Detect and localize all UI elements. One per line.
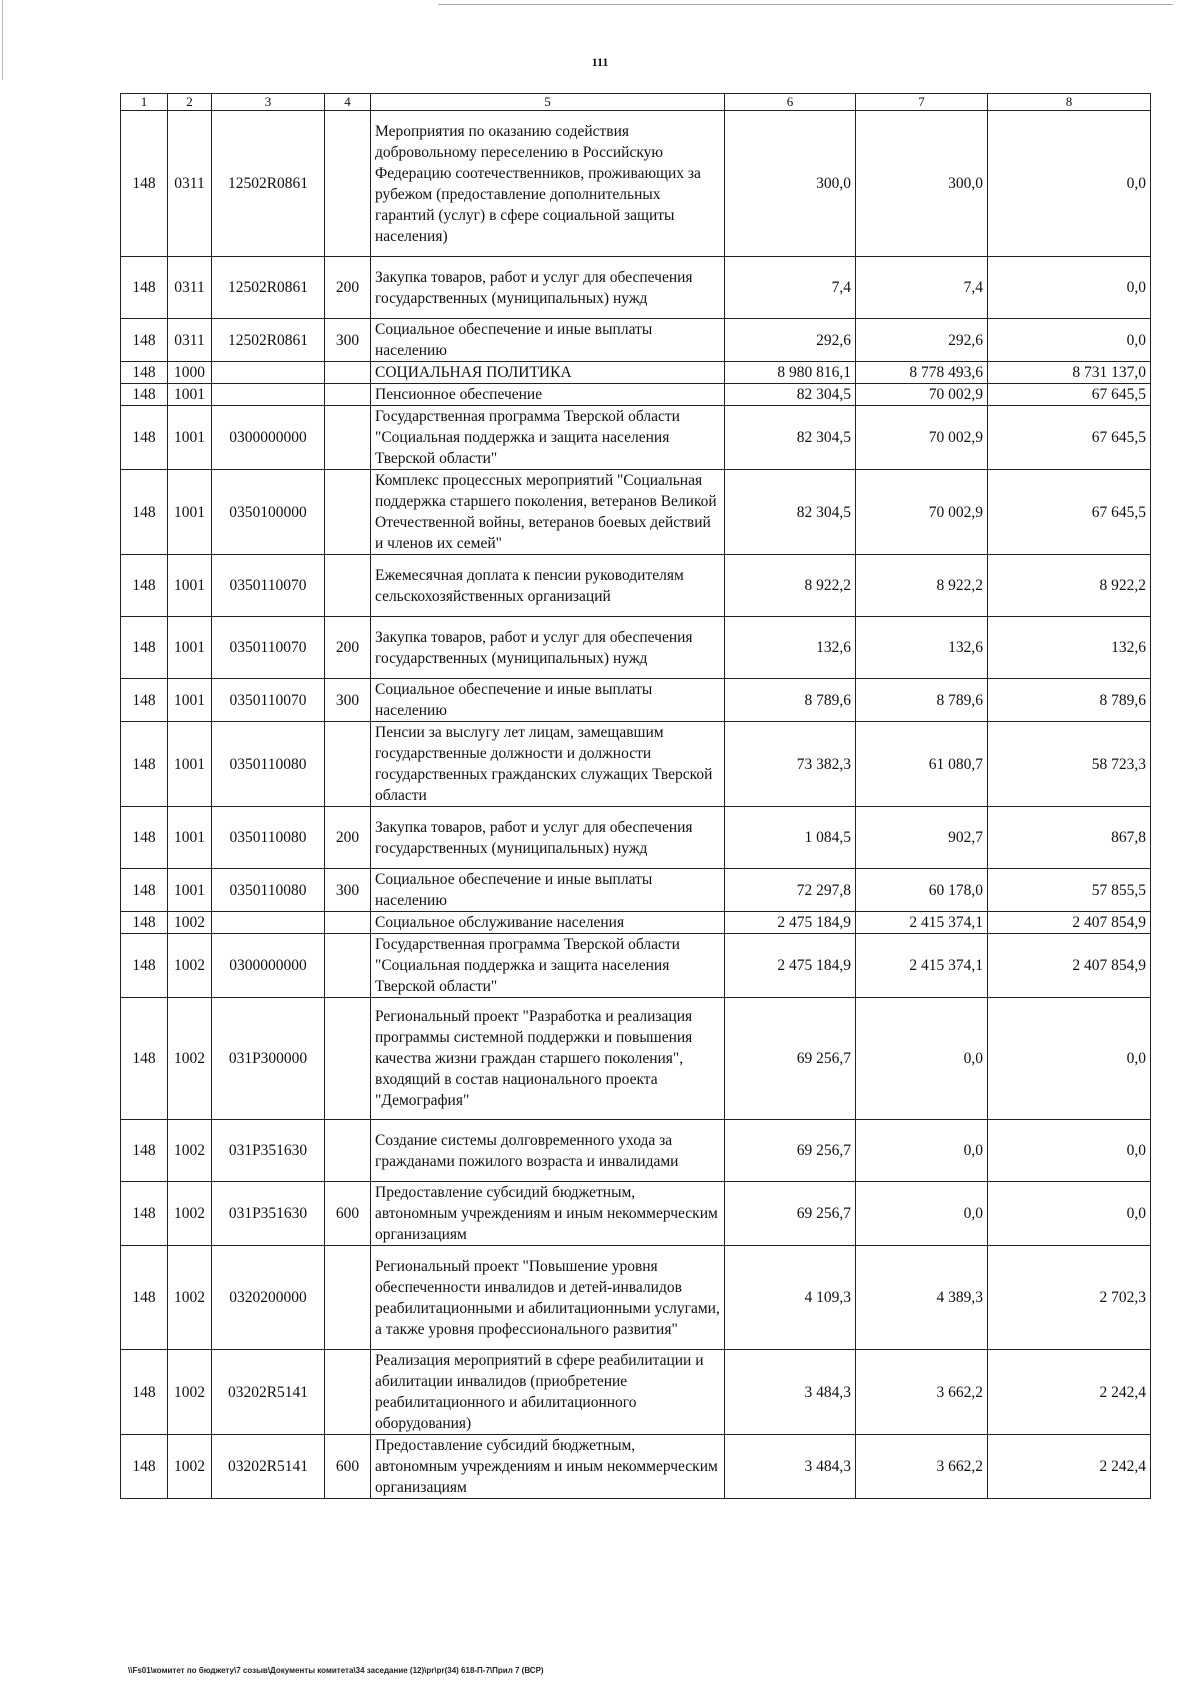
cell-amount-col8: 8 922,2 <box>988 555 1151 617</box>
cell-target-code: 0300000000 <box>212 406 325 470</box>
cell-expense-type: 200 <box>325 617 371 679</box>
cell-section-code: 1001 <box>168 722 212 807</box>
cell-description: Пенсионное обеспечение <box>371 384 725 406</box>
cell-section-code: 1002 <box>168 934 212 998</box>
cell-section-code: 1001 <box>168 807 212 869</box>
cell-expense-type <box>325 1246 371 1350</box>
page-number: 111 <box>591 55 609 69</box>
cell-expense-type <box>325 912 371 934</box>
cell-target-code: 031P300000 <box>212 998 325 1120</box>
cell-amount-col7: 132,6 <box>856 617 988 679</box>
cell-amount-col6: 4 109,3 <box>725 1246 856 1350</box>
cell-target-code: 0350110080 <box>212 869 325 912</box>
cell-section-code: 0311 <box>168 319 212 362</box>
cell-section-code: 1002 <box>168 1350 212 1435</box>
cell-description: Реализация мероприятий в сфере реабилитации и абилитации инвалидов (приобретение реабилитационного и абилитационного оборудования) <box>371 1350 725 1435</box>
cell-description: Закупка товаров, работ и услуг для обеспечения государственных (муниципальных) нужд <box>371 617 725 679</box>
cell-target-code: 0350110080 <box>212 807 325 869</box>
cell-ministry-code: 148 <box>121 912 168 934</box>
cell-expense-type <box>325 362 371 384</box>
cell-target-code <box>212 362 325 384</box>
cell-amount-col8: 0,0 <box>988 1182 1151 1246</box>
cell-amount-col6: 8 789,6 <box>725 679 856 722</box>
table-row <box>121 679 1151 722</box>
cell-amount-col6: 82 304,5 <box>725 470 856 555</box>
cell-description: Закупка товаров, работ и услуг для обеспечения государственных (муниципальных) нужд <box>371 257 725 319</box>
budget-table <box>120 93 1151 1499</box>
column-header: 6 <box>725 94 856 111</box>
column-header: 4 <box>325 94 371 111</box>
cell-amount-col6: 3 484,3 <box>725 1350 856 1435</box>
cell-section-code: 1002 <box>168 1182 212 1246</box>
cell-section-code: 0311 <box>168 111 212 257</box>
cell-amount-col8: 867,8 <box>988 807 1151 869</box>
cell-amount-col6: 1 084,5 <box>725 807 856 869</box>
cell-amount-col8: 0,0 <box>988 1120 1151 1182</box>
cell-description: Государственная программа Тверской области "Социальная поддержка и защита населения Тверской области" <box>371 934 725 998</box>
cell-ministry-code: 148 <box>121 555 168 617</box>
cell-expense-type <box>325 1350 371 1435</box>
cell-expense-type <box>325 934 371 998</box>
cell-amount-col6: 2 475 184,9 <box>725 934 856 998</box>
cell-expense-type <box>325 555 371 617</box>
cell-description: Региональный проект "Повышение уровня обеспеченности инвалидов и детей-инвалидов реабилитационными и абилитационными услугами, а также уровня профессионального развития" <box>371 1246 725 1350</box>
cell-amount-col7: 3 662,2 <box>856 1435 988 1499</box>
table-row <box>121 912 1151 934</box>
table-row <box>121 362 1151 384</box>
cell-expense-type: 600 <box>325 1182 371 1246</box>
cell-amount-col8: 2 702,3 <box>988 1246 1151 1350</box>
cell-target-code: 031P351630 <box>212 1120 325 1182</box>
cell-section-code: 1001 <box>168 470 212 555</box>
column-header: 7 <box>856 94 988 111</box>
cell-description: Предоставление субсидий бюджетным, автономным учреждениям и иным некоммерческим организациям <box>371 1182 725 1246</box>
cell-target-code: 0300000000 <box>212 934 325 998</box>
cell-target-code: 12502R0861 <box>212 257 325 319</box>
cell-section-code: 1002 <box>168 1120 212 1182</box>
cell-amount-col7: 292,6 <box>856 319 988 362</box>
cell-ministry-code: 148 <box>121 722 168 807</box>
cell-ministry-code: 148 <box>121 1246 168 1350</box>
cell-ministry-code: 148 <box>121 384 168 406</box>
cell-amount-col8: 67 645,5 <box>988 384 1151 406</box>
cell-expense-type: 300 <box>325 679 371 722</box>
cell-amount-col7: 8 778 493,6 <box>856 362 988 384</box>
cell-expense-type: 600 <box>325 1435 371 1499</box>
cell-section-code: 1000 <box>168 362 212 384</box>
cell-ministry-code: 148 <box>121 1350 168 1435</box>
cell-amount-col8: 67 645,5 <box>988 406 1151 470</box>
cell-section-code: 1002 <box>168 1246 212 1350</box>
column-header: 2 <box>168 94 212 111</box>
table-row <box>121 617 1151 679</box>
cell-amount-col8: 2 407 854,9 <box>988 912 1151 934</box>
cell-amount-col6: 82 304,5 <box>725 384 856 406</box>
cell-amount-col6: 69 256,7 <box>725 1120 856 1182</box>
cell-amount-col8: 2 242,4 <box>988 1435 1151 1499</box>
cell-amount-col6: 8 922,2 <box>725 555 856 617</box>
cell-amount-col8: 0,0 <box>988 111 1151 257</box>
cell-ministry-code: 148 <box>121 470 168 555</box>
cell-amount-col6: 69 256,7 <box>725 998 856 1120</box>
cell-target-code: 031P351630 <box>212 1182 325 1246</box>
cell-amount-col8: 67 645,5 <box>988 470 1151 555</box>
cell-amount-col6: 73 382,3 <box>725 722 856 807</box>
cell-ministry-code: 148 <box>121 617 168 679</box>
cell-ministry-code: 148 <box>121 869 168 912</box>
cell-ministry-code: 148 <box>121 406 168 470</box>
cell-ministry-code: 148 <box>121 807 168 869</box>
cell-expense-type: 200 <box>325 807 371 869</box>
table-row <box>121 470 1151 555</box>
cell-target-code: 03202R5141 <box>212 1435 325 1499</box>
table-row <box>121 1246 1151 1350</box>
cell-amount-col8: 8 731 137,0 <box>988 362 1151 384</box>
cell-description: Социальное обеспечение и иные выплаты населению <box>371 869 725 912</box>
cell-amount-col8: 57 855,5 <box>988 869 1151 912</box>
cell-amount-col7: 0,0 <box>856 1120 988 1182</box>
column-header: 3 <box>212 94 325 111</box>
cell-amount-col6: 69 256,7 <box>725 1182 856 1246</box>
cell-amount-col7: 2 415 374,1 <box>856 912 988 934</box>
cell-description: Закупка товаров, работ и услуг для обеспечения государственных (муниципальных) нужд <box>371 807 725 869</box>
cell-description: Социальное обслуживание населения <box>371 912 725 934</box>
cell-amount-col7: 902,7 <box>856 807 988 869</box>
table-row <box>121 319 1151 362</box>
cell-expense-type: 300 <box>325 869 371 912</box>
cell-section-code: 1002 <box>168 912 212 934</box>
cell-ministry-code: 148 <box>121 679 168 722</box>
cell-amount-col8: 2 242,4 <box>988 1350 1151 1435</box>
column-header: 1 <box>121 94 168 111</box>
cell-section-code: 1001 <box>168 406 212 470</box>
cell-amount-col8: 132,6 <box>988 617 1151 679</box>
cell-description: СОЦИАЛЬНАЯ ПОЛИТИКА <box>371 362 725 384</box>
cell-amount-col6: 300,0 <box>725 111 856 257</box>
cell-ministry-code: 148 <box>121 319 168 362</box>
cell-section-code: 1001 <box>168 384 212 406</box>
table-row <box>121 384 1151 406</box>
cell-description: Социальное обеспечение и иные выплаты населению <box>371 319 725 362</box>
cell-section-code: 0311 <box>168 257 212 319</box>
footer-file-path: \\Fs01\комитет по бюджету\7 созыв\Документы комитета\34 заседание (12)\pr\pr(34) 618-П-7\Прил 7 (ВСР) <box>128 1666 544 1675</box>
cell-description: Предоставление субсидий бюджетным, автономным учреждениям и иным некоммерческим организациям <box>371 1435 725 1499</box>
cell-target-code: 03202R5141 <box>212 1350 325 1435</box>
cell-target-code: 0350110080 <box>212 722 325 807</box>
cell-ministry-code: 148 <box>121 1435 168 1499</box>
table-row <box>121 1120 1151 1182</box>
table-row <box>121 111 1151 257</box>
cell-amount-col7: 0,0 <box>856 1182 988 1246</box>
table-row <box>121 1350 1151 1435</box>
cell-amount-col7: 0,0 <box>856 998 988 1120</box>
cell-amount-col8: 8 789,6 <box>988 679 1151 722</box>
cell-target-code: 12502R0861 <box>212 319 325 362</box>
cell-amount-col8: 0,0 <box>988 257 1151 319</box>
cell-section-code: 1002 <box>168 1435 212 1499</box>
cell-amount-col7: 2 415 374,1 <box>856 934 988 998</box>
cell-amount-col7: 61 080,7 <box>856 722 988 807</box>
column-header: 8 <box>988 94 1151 111</box>
cell-target-code <box>212 384 325 406</box>
cell-description: Социальное обеспечение и иные выплаты населению <box>371 679 725 722</box>
cell-amount-col6: 7,4 <box>725 257 856 319</box>
cell-amount-col8: 58 723,3 <box>988 722 1151 807</box>
cell-amount-col6: 72 297,8 <box>725 869 856 912</box>
table-row <box>121 869 1151 912</box>
cell-description: Пенсии за выслугу лет лицам, замещавшим государственные должности и должности государственных гражданских служащих Тверской области <box>371 722 725 807</box>
cell-target-code: 12502R0861 <box>212 111 325 257</box>
table-row <box>121 257 1151 319</box>
cell-expense-type <box>325 406 371 470</box>
cell-target-code: 0350110070 <box>212 679 325 722</box>
cell-description: Региональный проект "Разработка и реализация программы системной поддержки и повышения качества жизни граждан старшего поколения", входящий в состав национального проекта "Демография" <box>371 998 725 1120</box>
column-number-row <box>121 94 1151 111</box>
cell-section-code: 1001 <box>168 869 212 912</box>
cell-description: Ежемесячная доплата к пенсии руководителям сельскохозяйственных организаций <box>371 555 725 617</box>
cell-ministry-code: 148 <box>121 934 168 998</box>
table-row <box>121 1435 1151 1499</box>
cell-ministry-code: 148 <box>121 362 168 384</box>
cell-amount-col7: 4 389,3 <box>856 1246 988 1350</box>
cell-expense-type <box>325 470 371 555</box>
cell-target-code: 0320200000 <box>212 1246 325 1350</box>
cell-description: Государственная программа Тверской области "Социальная поддержка и защита населения Тверской области" <box>371 406 725 470</box>
cell-amount-col7: 300,0 <box>856 111 988 257</box>
cell-expense-type <box>325 384 371 406</box>
cell-ministry-code: 148 <box>121 257 168 319</box>
cell-amount-col7: 7,4 <box>856 257 988 319</box>
cell-section-code: 1001 <box>168 617 212 679</box>
cell-amount-col6: 82 304,5 <box>725 406 856 470</box>
cell-expense-type <box>325 1120 371 1182</box>
cell-section-code: 1001 <box>168 679 212 722</box>
cell-amount-col7: 60 178,0 <box>856 869 988 912</box>
cell-amount-col8: 0,0 <box>988 319 1151 362</box>
table-row <box>121 934 1151 998</box>
cell-description: Создание системы долговременного ухода за гражданами пожилого возраста и инвалидами <box>371 1120 725 1182</box>
cell-amount-col7: 3 662,2 <box>856 1350 988 1435</box>
cell-expense-type <box>325 111 371 257</box>
cell-target-code <box>212 912 325 934</box>
table-row <box>121 1182 1151 1246</box>
table-row <box>121 998 1151 1120</box>
cell-ministry-code: 148 <box>121 1182 168 1246</box>
cell-ministry-code: 148 <box>121 1120 168 1182</box>
table-row <box>121 807 1151 869</box>
table-row <box>121 406 1151 470</box>
cell-amount-col6: 3 484,3 <box>725 1435 856 1499</box>
cell-section-code: 1002 <box>168 998 212 1120</box>
cell-description: Мероприятия по оказанию содействия добровольному переселению в Российскую Федерацию соотечественников, проживающих за рубежом (предоставление дополнительных гарантий (услуг) в сфере социальной защиты населения) <box>371 111 725 257</box>
table-row <box>121 555 1151 617</box>
cell-target-code: 0350100000 <box>212 470 325 555</box>
cell-description: Комплекс процессных мероприятий "Социальная поддержка старшего поколения, ветеранов Великой Отечественной войны, ветеранов боевых действий и членов их семей" <box>371 470 725 555</box>
table-row <box>121 722 1151 807</box>
cell-expense-type: 200 <box>325 257 371 319</box>
top-rule <box>438 4 1173 5</box>
cell-ministry-code: 148 <box>121 998 168 1120</box>
cell-amount-col6: 8 980 816,1 <box>725 362 856 384</box>
cell-amount-col6: 292,6 <box>725 319 856 362</box>
cell-expense-type <box>325 998 371 1120</box>
cell-expense-type: 300 <box>325 319 371 362</box>
cell-section-code: 1001 <box>168 555 212 617</box>
cell-amount-col8: 2 407 854,9 <box>988 934 1151 998</box>
cell-amount-col7: 70 002,9 <box>856 384 988 406</box>
cell-target-code: 0350110070 <box>212 555 325 617</box>
cell-amount-col7: 8 789,6 <box>856 679 988 722</box>
cell-amount-col6: 132,6 <box>725 617 856 679</box>
cell-amount-col8: 0,0 <box>988 998 1151 1120</box>
cell-ministry-code: 148 <box>121 111 168 257</box>
cell-amount-col7: 70 002,9 <box>856 406 988 470</box>
cell-amount-col7: 8 922,2 <box>856 555 988 617</box>
cell-expense-type <box>325 722 371 807</box>
cell-amount-col6: 2 475 184,9 <box>725 912 856 934</box>
cell-target-code: 0350110070 <box>212 617 325 679</box>
column-header: 5 <box>371 94 725 111</box>
cell-amount-col7: 70 002,9 <box>856 470 988 555</box>
